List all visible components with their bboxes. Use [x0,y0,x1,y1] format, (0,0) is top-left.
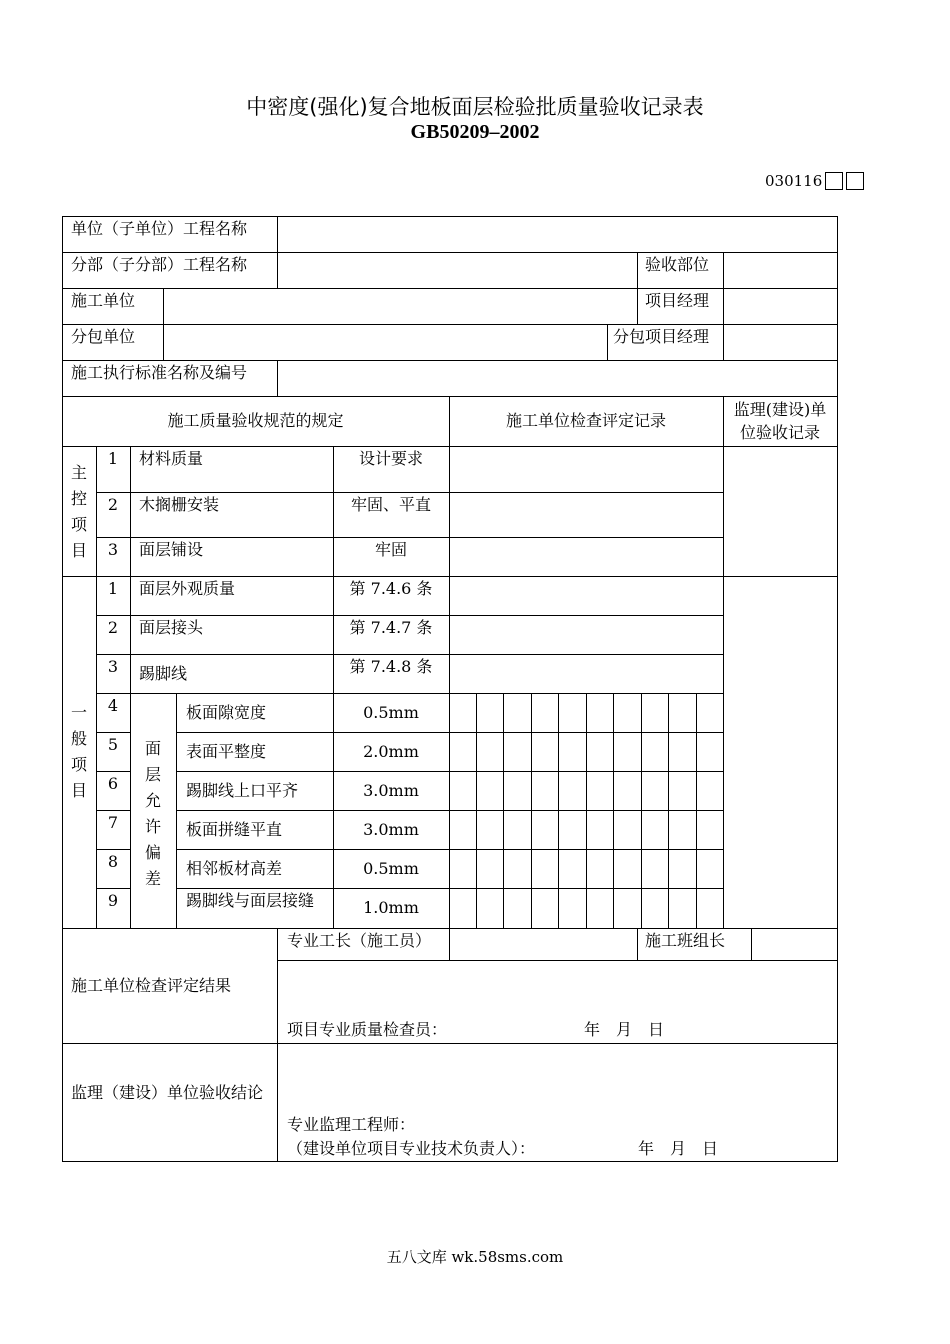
subcontract-unit-label: 分包单位 [71,327,136,346]
result-date: 年 月 日 [584,1020,665,1039]
result-label: 施工单位检查评定结果 [71,976,232,995]
main-item-name: 材料质量 [139,449,204,468]
main-item-req: 牢固 [374,540,407,559]
tolerance-item-req: 0.5mm [363,703,419,722]
tolerance-item-req: 3.0mm [363,781,419,800]
construction-unit-field[interactable] [164,289,636,323]
page-title: 中密度(强化)复合地板面层检验批质量验收记录表 [246,95,704,119]
general-item-name: 面层接头 [139,618,204,637]
conclusion-label: 监理（建设）单位验收结论 [71,1083,264,1102]
main-item-no: 1 [107,449,119,468]
main-item-no: 3 [107,540,119,559]
conclusion-date: 年 月 日 [638,1139,719,1158]
subcontract-manager-field[interactable] [724,325,836,359]
footer-watermark: 五八文库 wk.58sms.com [386,1248,564,1266]
general-item-req: 第 7.4.7 条 [349,618,433,637]
spec-column-header: 施工质量验收规范的规定 [167,411,344,430]
tolerance-item-no: 7 [107,813,119,832]
tolerance-item-name: 踢脚线上口平齐 [186,781,299,800]
sub-project-field[interactable] [278,253,636,287]
tolerance-item-name: 表面平整度 [186,742,267,761]
main-item-name: 面层铺设 [139,540,204,559]
main-item-req: 设计要求 [358,449,423,468]
standard-name-field[interactable] [278,361,836,395]
project-manager-label: 项目经理 [645,291,710,310]
main-control-label: 主控项目 [70,463,87,560]
tolerance-item-name: 相邻板材高差 [186,859,283,878]
owner-rep-label: （建设单位项目专业技术负责人）： [287,1139,536,1158]
general-item-req: 第 7.4.6 条 [349,579,433,598]
tolerance-item-no: 5 [107,735,119,754]
acceptance-part-field[interactable] [724,253,836,287]
general-item-name: 面层外观质量 [139,579,236,598]
team-leader-label: 施工班组长 [645,931,726,950]
main-item-name: 木搁栅安装 [139,495,220,514]
main-item-no: 2 [107,495,119,514]
team-leader-field[interactable] [752,929,836,959]
check-record-column-header: 施工单位检查评定记录 [505,411,666,430]
unit-project-field[interactable] [278,217,836,251]
general-item-req: 第 7.4.8 条 [349,657,433,676]
tolerance-item-name: 踢脚线与面层接缝 [186,891,315,910]
inspector-label: 项目专业质量检查员： [287,1020,448,1039]
main-item-req: 牢固、平直 [350,495,431,514]
general-item-no: 2 [107,618,119,637]
tolerance-label: 面层允许偏差 [144,739,161,888]
tolerance-item-no: 8 [107,852,119,871]
general-item-no: 3 [107,657,119,676]
tolerance-item-req: 0.5mm [363,859,419,878]
acceptance-part-label: 验收部位 [645,255,710,274]
form-code-number: 030116 [765,172,823,190]
foreman-label: 专业工长（施工员） [287,931,432,950]
tolerance-item-no: 9 [107,891,119,910]
tolerance-item-req: 2.0mm [363,742,419,761]
tolerance-item-name: 板面隙宽度 [186,703,267,722]
general-label: 一般项目 [70,703,87,800]
standard-name-label: 施工执行标准名称及编号 [71,363,248,382]
sub-project-label: 分部（子分部）工程名称 [71,255,248,274]
tolerance-item-no: 6 [107,774,119,793]
project-manager-field[interactable] [724,289,836,323]
subcontract-unit-field[interactable] [164,325,606,359]
general-item-name: 踢脚线 [139,664,188,683]
tolerance-item-no: 4 [107,696,119,715]
unit-project-label: 单位（子单位）工程名称 [71,219,248,238]
foreman-field[interactable] [450,929,636,959]
tolerance-item-req: 3.0mm [363,820,419,839]
tolerance-item-req: 1.0mm [363,898,419,917]
standard-code: GB50209‒2002 [410,121,540,143]
tolerance-item-name: 板面拼缝平直 [186,820,283,839]
engineer-label: 专业监理工程师： [287,1115,416,1134]
general-item-no: 1 [107,579,119,598]
supervision-column-header: 监理(建设)单位验收记录 [733,400,827,442]
construction-unit-label: 施工单位 [71,291,136,310]
subcontract-manager-label: 分包项目经理 [613,327,710,346]
